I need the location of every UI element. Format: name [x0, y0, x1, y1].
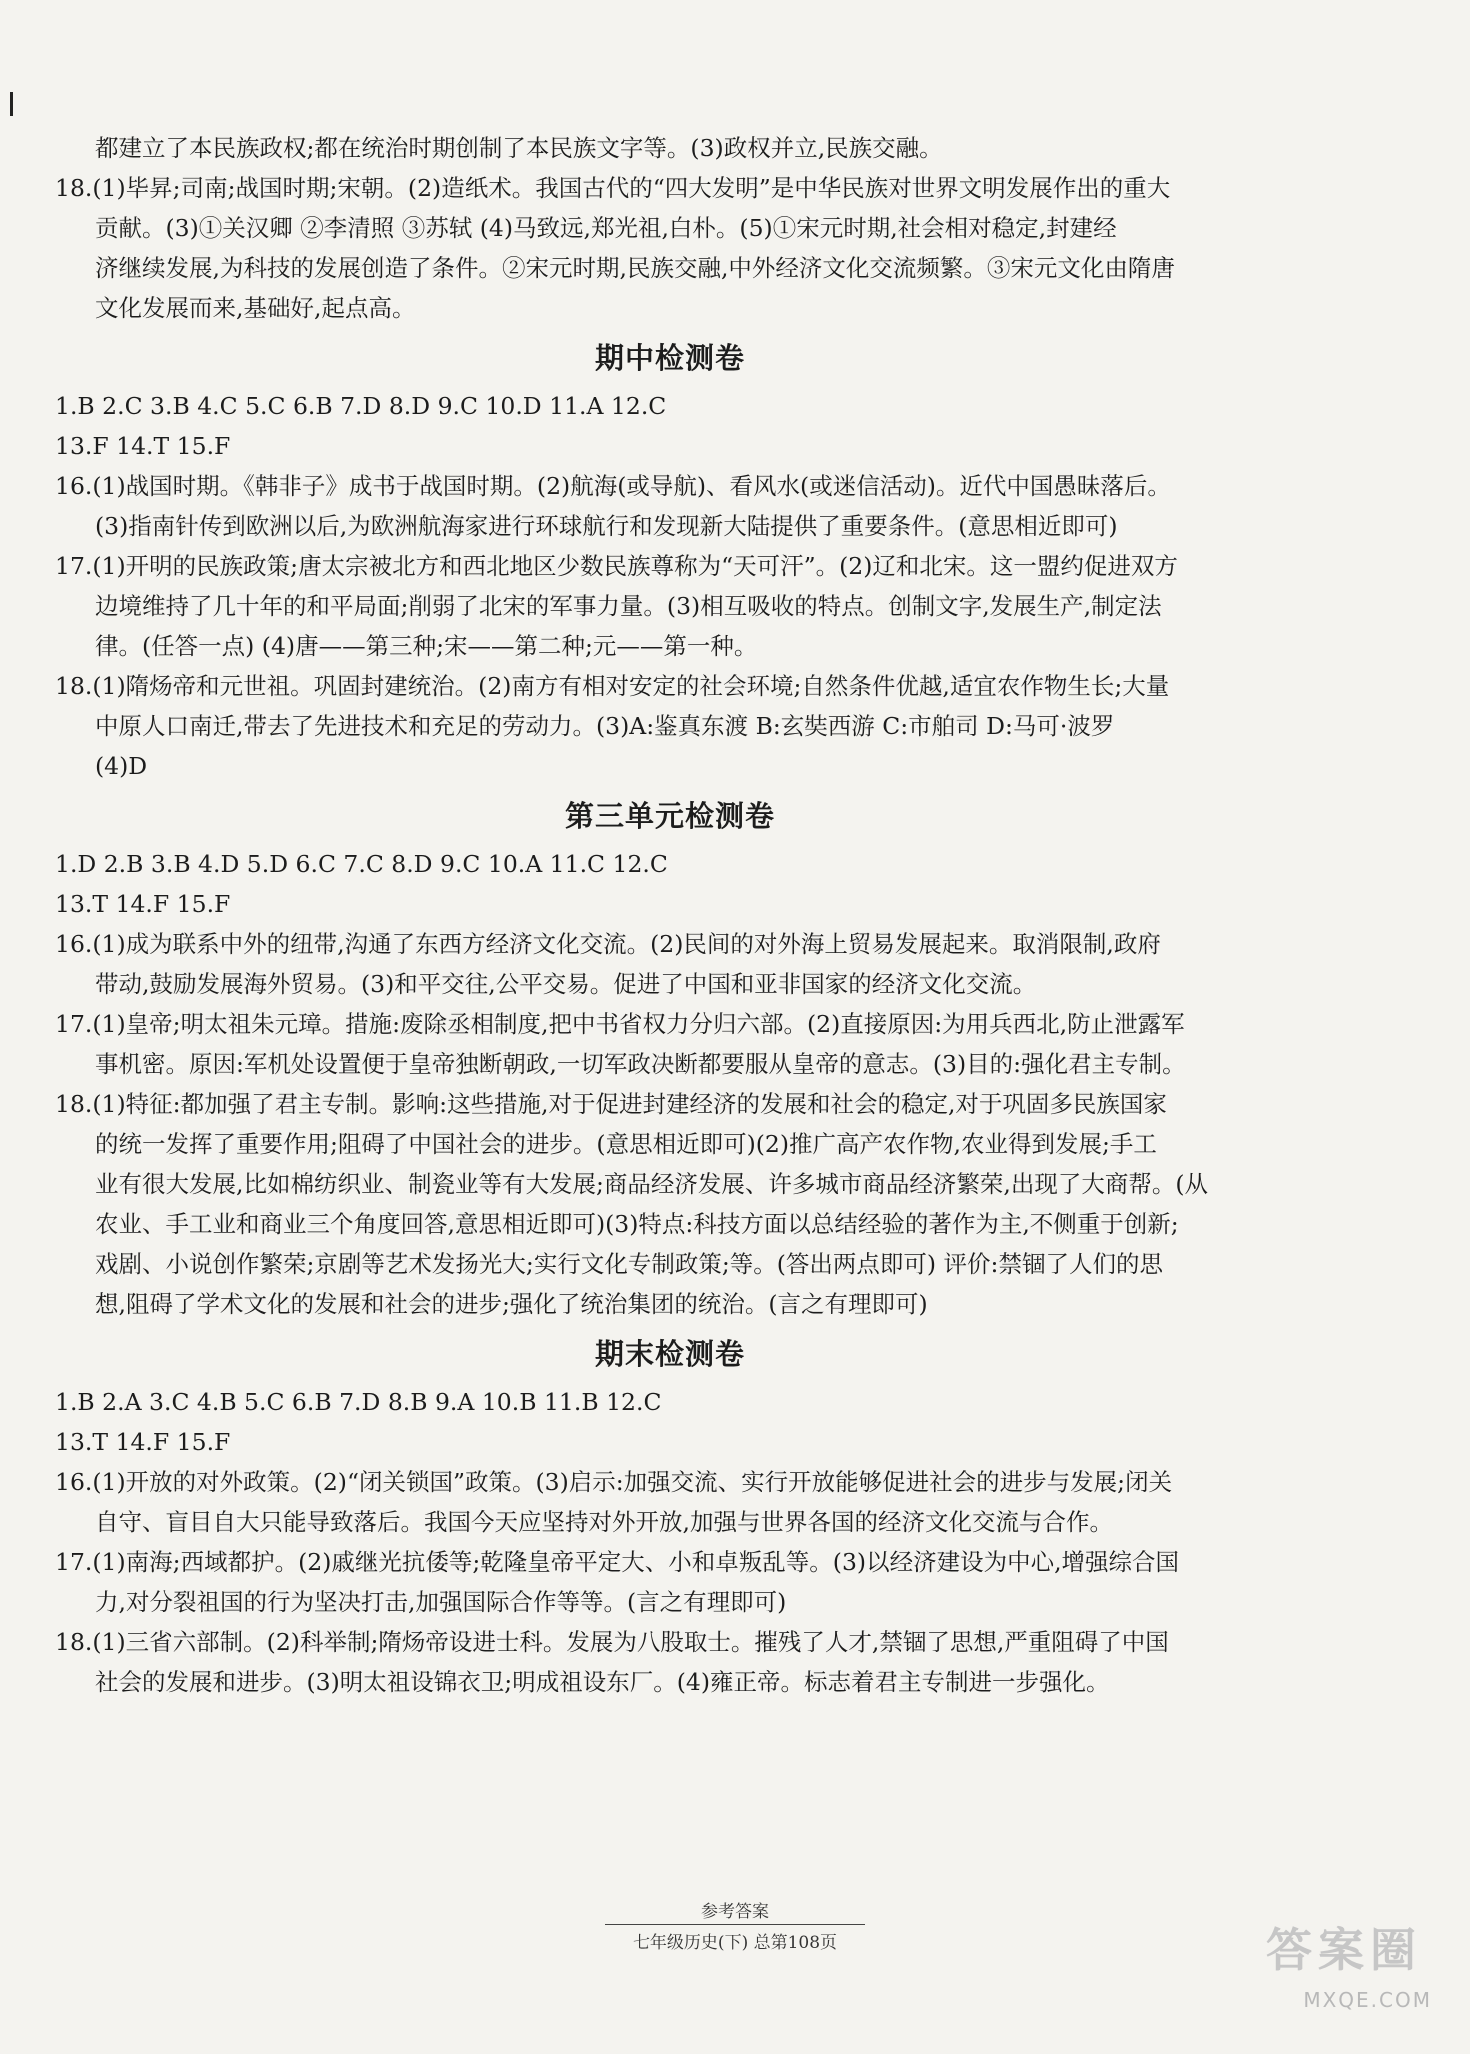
section-title-midterm: 期中检测卷	[594, 341, 745, 375]
page-number: 七年级历史(下) 总第108页	[632, 1933, 838, 1953]
text-line: 16.(1)战国时期。《韩非子》成书于战国时期。(2)航海(或导航)、看风水(或迷信活动)。近代中国愚昧落后。	[55, 472, 1171, 500]
text-line: 13.T 14.F 15.F	[55, 1428, 231, 1456]
text-line: (3)指南针传到欧洲以后,为欧洲航海家进行环球航行和发现新大陆提供了重要条件。(意思相近即可)	[95, 512, 1118, 540]
text-line: 业有很大发展,比如棉纺织业、制瓷业等有大发展;商品经济发展、许多城市商品经济繁荣,出现了大商帮。(从	[95, 1170, 1209, 1198]
text-line: 1.D 2.B 3.B 4.D 5.D 6.C 7.C 8.D 9.C 10.A 11.C 12.C	[55, 850, 668, 878]
answer-content	[55, 128, 1285, 1702]
text-line: 律。(任答一点) (4)唐——第三种;宋——第二种;元——第一种。	[95, 632, 758, 660]
text-line: 16.(1)开放的对外政策。(2)“闭关锁国”政策。(3)启示:加强交流、实行开放能够促进社会的进步与发展;闭关	[55, 1468, 1173, 1496]
watermark-logo: 答案圈	[1266, 1923, 1422, 1977]
footer-label: 参考答案	[605, 1900, 865, 1925]
section-title-final: 期末检测卷	[594, 1337, 745, 1371]
text-line: 自守、盲目自大只能导致落后。我国今天应坚持对外开放,加强与世界各国的经济文化交流与合作。	[95, 1508, 1113, 1536]
text-line: 16.(1)成为联系中外的纽带,沟通了东西方经济文化交流。(2)民间的对外海上贸易发展起来。取消限制,政府	[55, 930, 1161, 958]
watermark	[1222, 1923, 1452, 2032]
text-line: (4)D	[95, 752, 148, 780]
text-line: 想,阻碍了学术文化的发展和社会的进步;强化了统治集团的统治。(言之有理即可)	[95, 1290, 928, 1318]
text-line: 都建立了本民族政权;都在统治时期创制了本民族文字等。(3)政权并立,民族交融。	[95, 134, 943, 162]
text-line: 边境维持了几十年的和平局面;削弱了北宋的军事力量。(3)相互吸收的特点。创制文字,发展生产,制定法	[95, 592, 1162, 620]
text-line: 13.F 14.T 15.F	[55, 432, 231, 460]
text-line: 1.B 2.A 3.C 4.B 5.C 6.B 7.D 8.B 9.A 10.B 11.B 12.C	[55, 1388, 662, 1416]
text-line: 戏剧、小说创作繁荣;京剧等艺术发扬光大;实行文化专制政策;等。(答出两点即可) 评价:禁锢了人们的思	[95, 1250, 1163, 1278]
watermark-url: MXQE.COM	[1303, 1988, 1432, 2012]
section-title-unit3: 第三单元检测卷	[564, 799, 775, 833]
text-line: 的统一发挥了重要作用;阻碍了中国社会的进步。(意思相近即可)(2)推广高产农作物,农业得到发展;手工	[95, 1130, 1157, 1158]
text-line: 贡献。(3)①关汉卿 ②李清照 ③苏轼 (4)马致远,郑光祖,白朴。(5)①宋元时期,社会相对稳定,封建经	[95, 214, 1117, 242]
text-line: 18.(1)特征:都加强了君主专制。影响:这些措施,对于促进封建经济的发展和社会的稳定,对于巩固多民族国家	[55, 1090, 1167, 1118]
text-line: 中原人口南迁,带去了先进技术和充足的劳动力。(3)A:鉴真东渡 B:玄奘西游 C:市舶司 D:马可·波罗	[95, 712, 1115, 740]
text-line: 带动,鼓励发展海外贸易。(3)和平交往,公平交易。促进了中国和亚非国家的经济文化交流。	[95, 970, 1037, 998]
text-line: 力,对分裂祖国的行为坚决打击,加强国际合作等等。(言之有理即可)	[95, 1588, 787, 1616]
text-line: 17.(1)南海;西域都护。(2)戚继光抗倭等;乾隆皇帝平定大、小和卓叛乱等。(3)以经济建设为中心,增强综合国	[55, 1548, 1180, 1576]
text-line: 事机密。原因:军机处设置便于皇帝独断朝政,一切军政决断都要服从皇帝的意志。(3)目的:强化君主专制。	[95, 1050, 1186, 1078]
text-line: 农业、手工业和商业三个角度回答,意思相近即可)(3)特点:科技方面以总结经验的著作为主,不侧重于创新;	[95, 1210, 1179, 1238]
text-line: 17.(1)皇帝;明太祖朱元璋。措施:废除丞相制度,把中书省权力分归六部。(2)直接原因:为用兵西北,防止泄露军	[55, 1010, 1185, 1038]
scan-mark	[10, 92, 13, 116]
text-line: 1.B 2.C 3.B 4.C 5.C 6.B 7.D 8.D 9.C 10.D 11.A 12.C	[55, 392, 667, 420]
text-line: 18.(1)毕昇;司南;战国时期;宋朝。(2)造纸术。我国古代的“四大发明”是中华民族对世界文明发展作出的重大	[55, 174, 1171, 202]
text-line: 13.T 14.F 15.F	[55, 890, 231, 918]
text-line: 社会的发展和进步。(3)明太祖设锦衣卫;明成祖设东厂。(4)雍正帝。标志着君主专制进一步强化。	[95, 1668, 1110, 1696]
text-line: 文化发展而来,基础好,起点高。	[95, 294, 416, 322]
text-line: 18.(1)隋炀帝和元世祖。巩固封建统治。(2)南方有相对安定的社会环境;自然条件优越,适宜农作物生长;大量	[55, 672, 1170, 700]
text-line: 济继续发展,为科技的发展创造了条件。②宋元时期,民族交融,中外经济文化交流频繁。③宋元文化由隋唐	[95, 254, 1175, 282]
text-line: 18.(1)三省六部制。(2)科举制;隋炀帝设进士科。发展为八股取士。摧残了人才,禁锢了思想,严重阻碍了中国	[55, 1628, 1169, 1656]
text-line: 17.(1)开明的民族政策;唐太宗被北方和西北地区少数民族尊称为“天可汗”。(2)辽和北宋。这一盟约促进双方	[55, 552, 1178, 580]
